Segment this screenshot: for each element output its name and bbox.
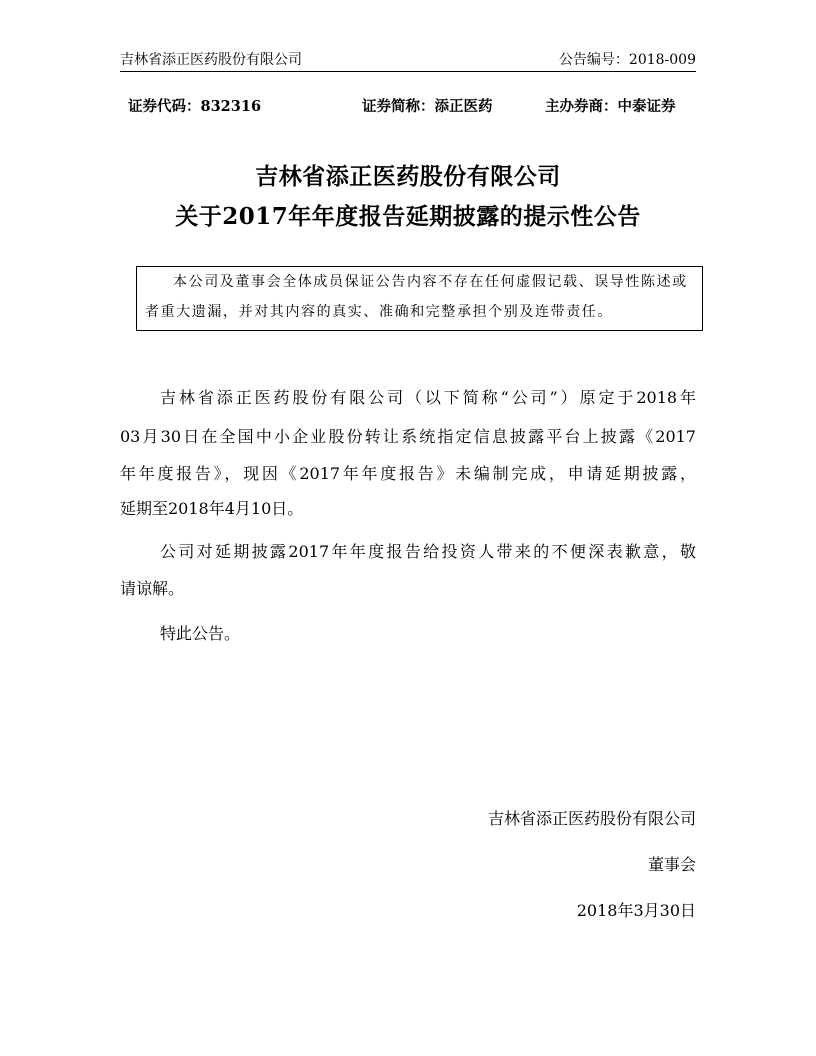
statement-line-2: 者重大遗漏，并对其内容的真实、准确和完整承担个别及连带责任。 — [145, 304, 613, 320]
header-company: 吉林省添正医药股份有限公司 — [120, 52, 302, 68]
paragraph-1-line-1: 吉林省添正医药股份有限公司（以下简称“公司”）原定于2018年 — [160, 388, 696, 407]
paragraph-3: 特此公告。 — [160, 624, 241, 643]
statement-box — [136, 266, 703, 331]
paragraph-2-line-1: 公司对延期披露2017年年度报告给投资人带来的不便深表歉意，敬 — [160, 542, 696, 561]
sponsor-broker: 主办券商：中泰证券 — [545, 98, 676, 115]
title-line-1: 吉林省添正医药股份有限公司 — [255, 163, 561, 190]
header-notice-number: 公告编号：2018-009 — [558, 52, 696, 68]
security-short-name: 证券简称：添正医药 — [362, 98, 493, 115]
signature-company: 吉林省添正医药股份有限公司 — [487, 809, 696, 828]
security-code: 证券代码：832316 — [128, 98, 262, 115]
paragraph-1-line-3: 年年度报告》，现因《2017年年度报告》未编制完成，申请延期披露， — [120, 464, 696, 483]
signature-date: 2018年3月30日 — [576, 901, 696, 920]
paragraph-1-line-2: 03月30日在全国中小企业股份转让系统指定信息披露平台上披露《2017 — [120, 427, 696, 446]
paragraph-1-line-4: 延期至2018年4月10日。 — [120, 499, 304, 518]
page-header — [120, 47, 696, 72]
statement-line-1: 本公司及董事会全体成员保证公告内容不存在任何虚假记载、误导性陈述或 — [173, 274, 688, 290]
paragraph-2-line-2: 请谅解。 — [120, 579, 185, 598]
title-line-2: 关于2017年年度报告延期披露的提示性公告 — [175, 203, 641, 230]
signature-board: 董事会 — [647, 855, 696, 874]
